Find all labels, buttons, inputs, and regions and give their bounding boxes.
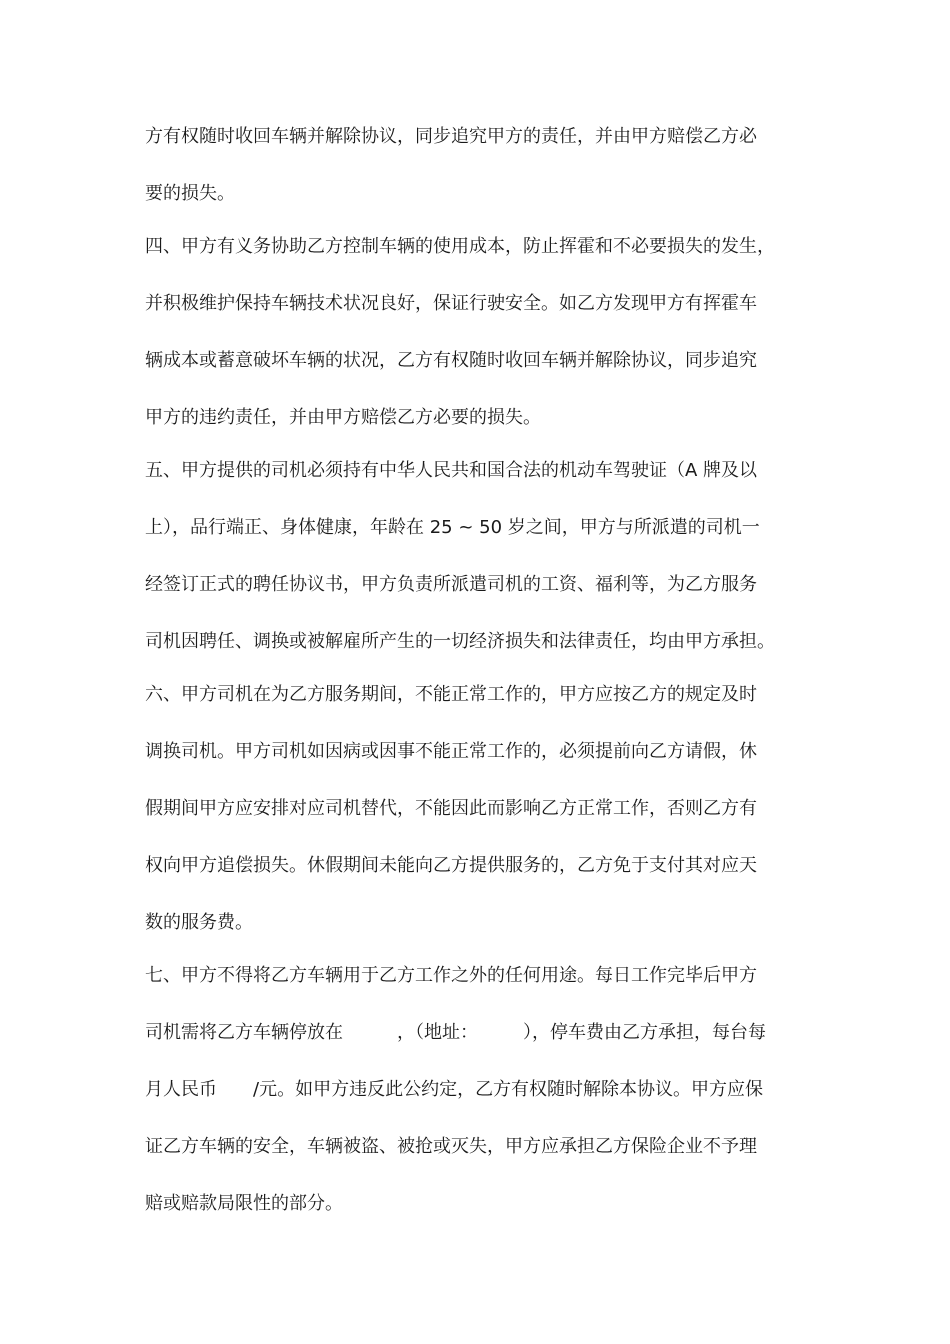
text-line: 赔或赔款局限性的部分。 — [145, 1193, 343, 1214]
text-line: 方有权随时收回车辆并解除协议，同步追究甲方的责任，并由甲方赔偿乙方必 — [145, 126, 757, 147]
text-line: 要的损失。 — [145, 183, 235, 204]
text-line: 月人民币 /元。如甲方违反此公约定，乙方有权随时解除本协议。甲方应保 — [145, 1079, 764, 1100]
text-line: 经签订正式的聘任协议书，甲方负责所派遣司机的工资、福利等，为乙方服务 — [145, 574, 757, 595]
text-line: 证乙方车辆的安全，车辆被盗、被抢或灭失，甲方应承担乙方保险企业不予理 — [145, 1136, 757, 1157]
clause-four-heading-line: 四、甲方有义务协助乙方控制车辆的使用成本，防止挥霍和不必要损失的发生， — [145, 236, 775, 257]
text-line: 司机需将乙方车辆停放在 ，（地址： ），停车费由乙方承担，每台每 — [145, 1022, 766, 1043]
text-line: 权向甲方追偿损失。休假期间未能向乙方提供服务的，乙方免于支付其对应天 — [145, 855, 757, 876]
text-line: 司机因聘任、调换或被解雇所产生的一切经济损失和法律责任，均由甲方承担。 — [145, 631, 775, 652]
clause-seven-heading-line: 七、甲方不得将乙方车辆用于乙方工作之外的任何用途。每日工作完毕后甲方 — [145, 965, 757, 986]
clause-five-heading-line: 五、甲方提供的司机必须持有中华人民共和国合法的机动车驾驶证（A 牌及以 — [145, 460, 758, 481]
text-line: 假期间甲方应安排对应司机替代，不能因此而影响乙方正常工作，否则乙方有 — [145, 798, 757, 819]
text-line: 调换司机。甲方司机如因病或因事不能正常工作的，必须提前向乙方请假，休 — [145, 741, 757, 762]
text-line: 辆成本或蓄意破坏车辆的状况，乙方有权随时收回车辆并解除协议，同步追究 — [145, 350, 757, 371]
text-line: 甲方的违约责任，并由甲方赔偿乙方必要的损失。 — [145, 407, 541, 428]
text-line: 数的服务费。 — [145, 912, 253, 933]
text-line: 并积极维护保持车辆技术状况良好，保证行驶安全。如乙方发现甲方有挥霍车 — [145, 293, 757, 314]
text-line: 上），品行端正、身体健康，年龄在 25 ~ 50 岁之间，甲方与所派遣的司机一 — [145, 517, 760, 538]
clause-six-heading-line: 六、甲方司机在为乙方服务期间，不能正常工作的，甲方应按乙方的规定及时 — [145, 684, 757, 705]
